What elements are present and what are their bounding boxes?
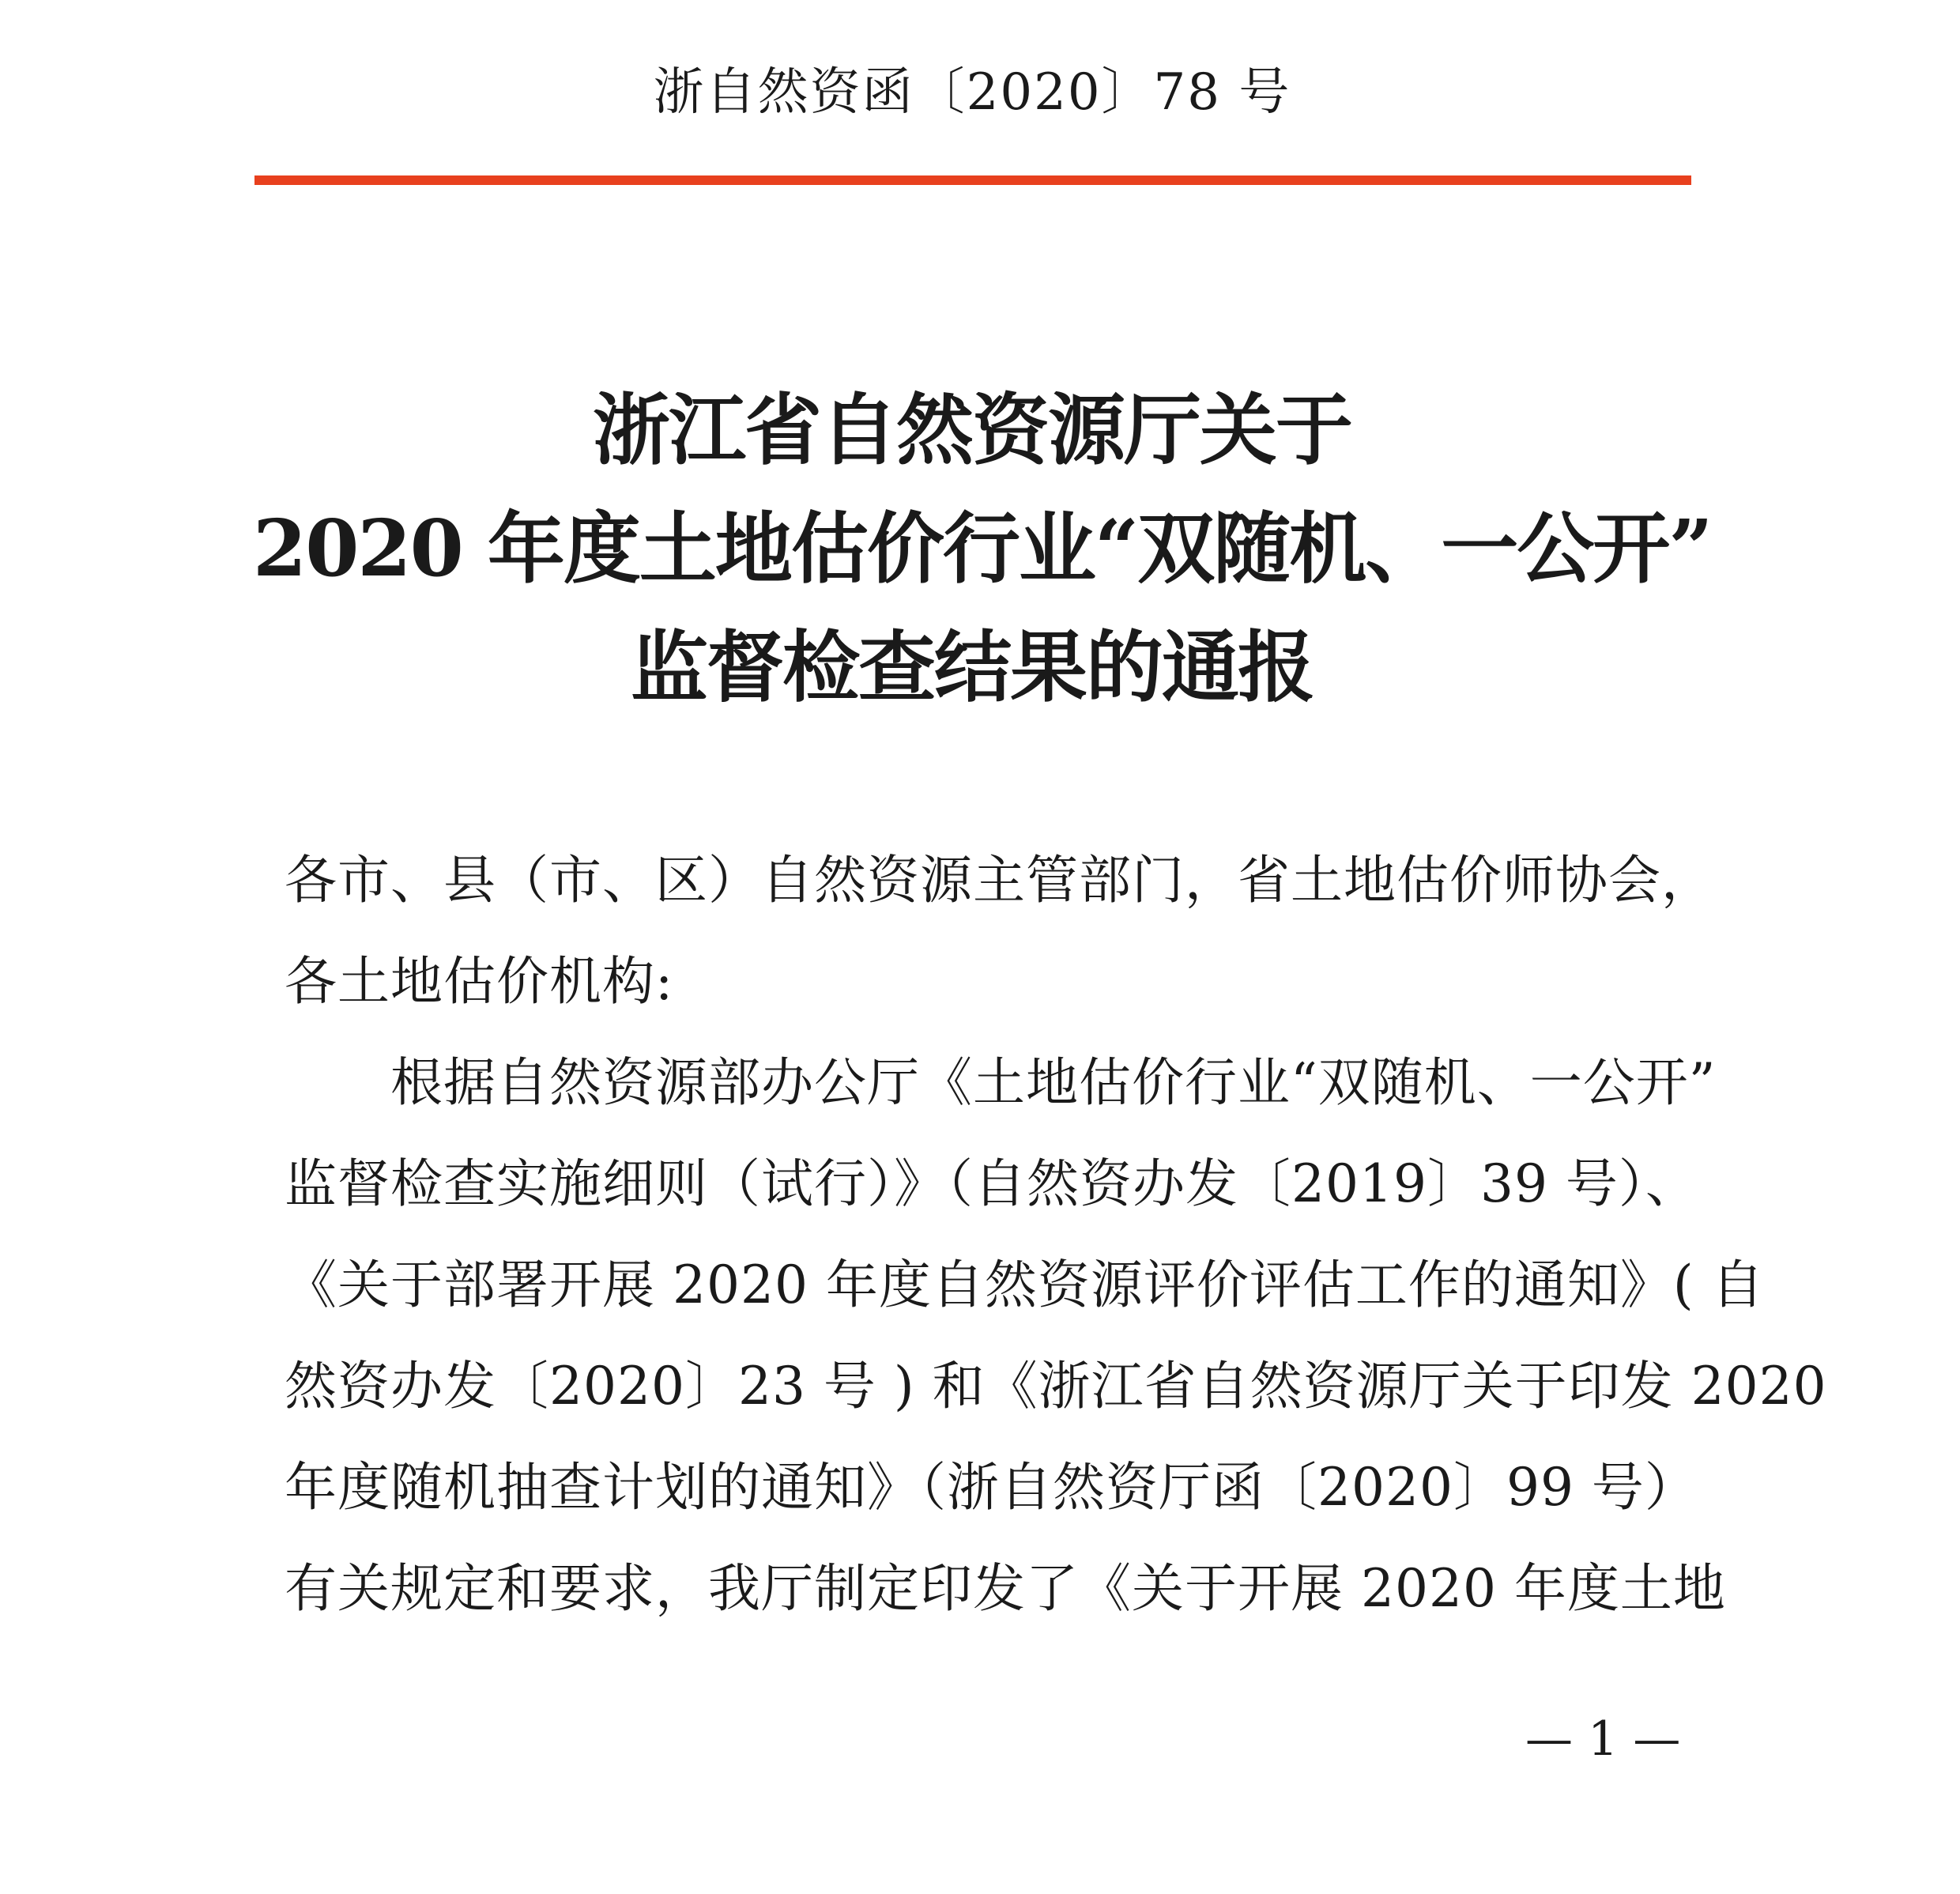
document-number: 浙自然资函〔2020〕78 号 bbox=[653, 63, 1291, 122]
title-line-2: 2020 年度土地估价行业“双随机、一公开” bbox=[253, 504, 1712, 594]
body-line: 然资办发〔2020〕23 号 ) 和《浙江省自然资源厅关于印发 2020 bbox=[285, 1356, 1827, 1417]
document-title bbox=[253, 372, 1712, 727]
red-separator-line bbox=[254, 175, 1691, 185]
page-number: — 1 — bbox=[1525, 1711, 1681, 1767]
title-line-1: 浙江省自然资源厅关于 bbox=[592, 385, 1351, 476]
body-line: 年度随机抽查计划的通知》（浙自然资厅函〔2020〕99 号） bbox=[285, 1457, 1698, 1518]
body-line: 监督检查实施细则（试行）》（自然资办发〔2019〕39 号）、 bbox=[285, 1153, 1698, 1214]
body-text bbox=[285, 830, 1827, 1639]
body-line: 《关于部署开展 2020 年度自然资源评价评估工作的通知》( 自 bbox=[285, 1254, 1765, 1315]
body-line: 根据自然资源部办公厅《土地估价行业“双随机、一公开” bbox=[285, 1052, 1717, 1113]
title-line-3: 监督检查结果的通报 bbox=[630, 622, 1314, 713]
body-line: 各土地估价机构: bbox=[285, 951, 674, 1012]
body-line: 各市、县（市、区）自然资源主管部门，省土地估价师协会， bbox=[285, 850, 1714, 911]
body-line: 有关规定和要求，我厅制定印发了《关于开展 2020 年度土地 bbox=[285, 1558, 1726, 1619]
